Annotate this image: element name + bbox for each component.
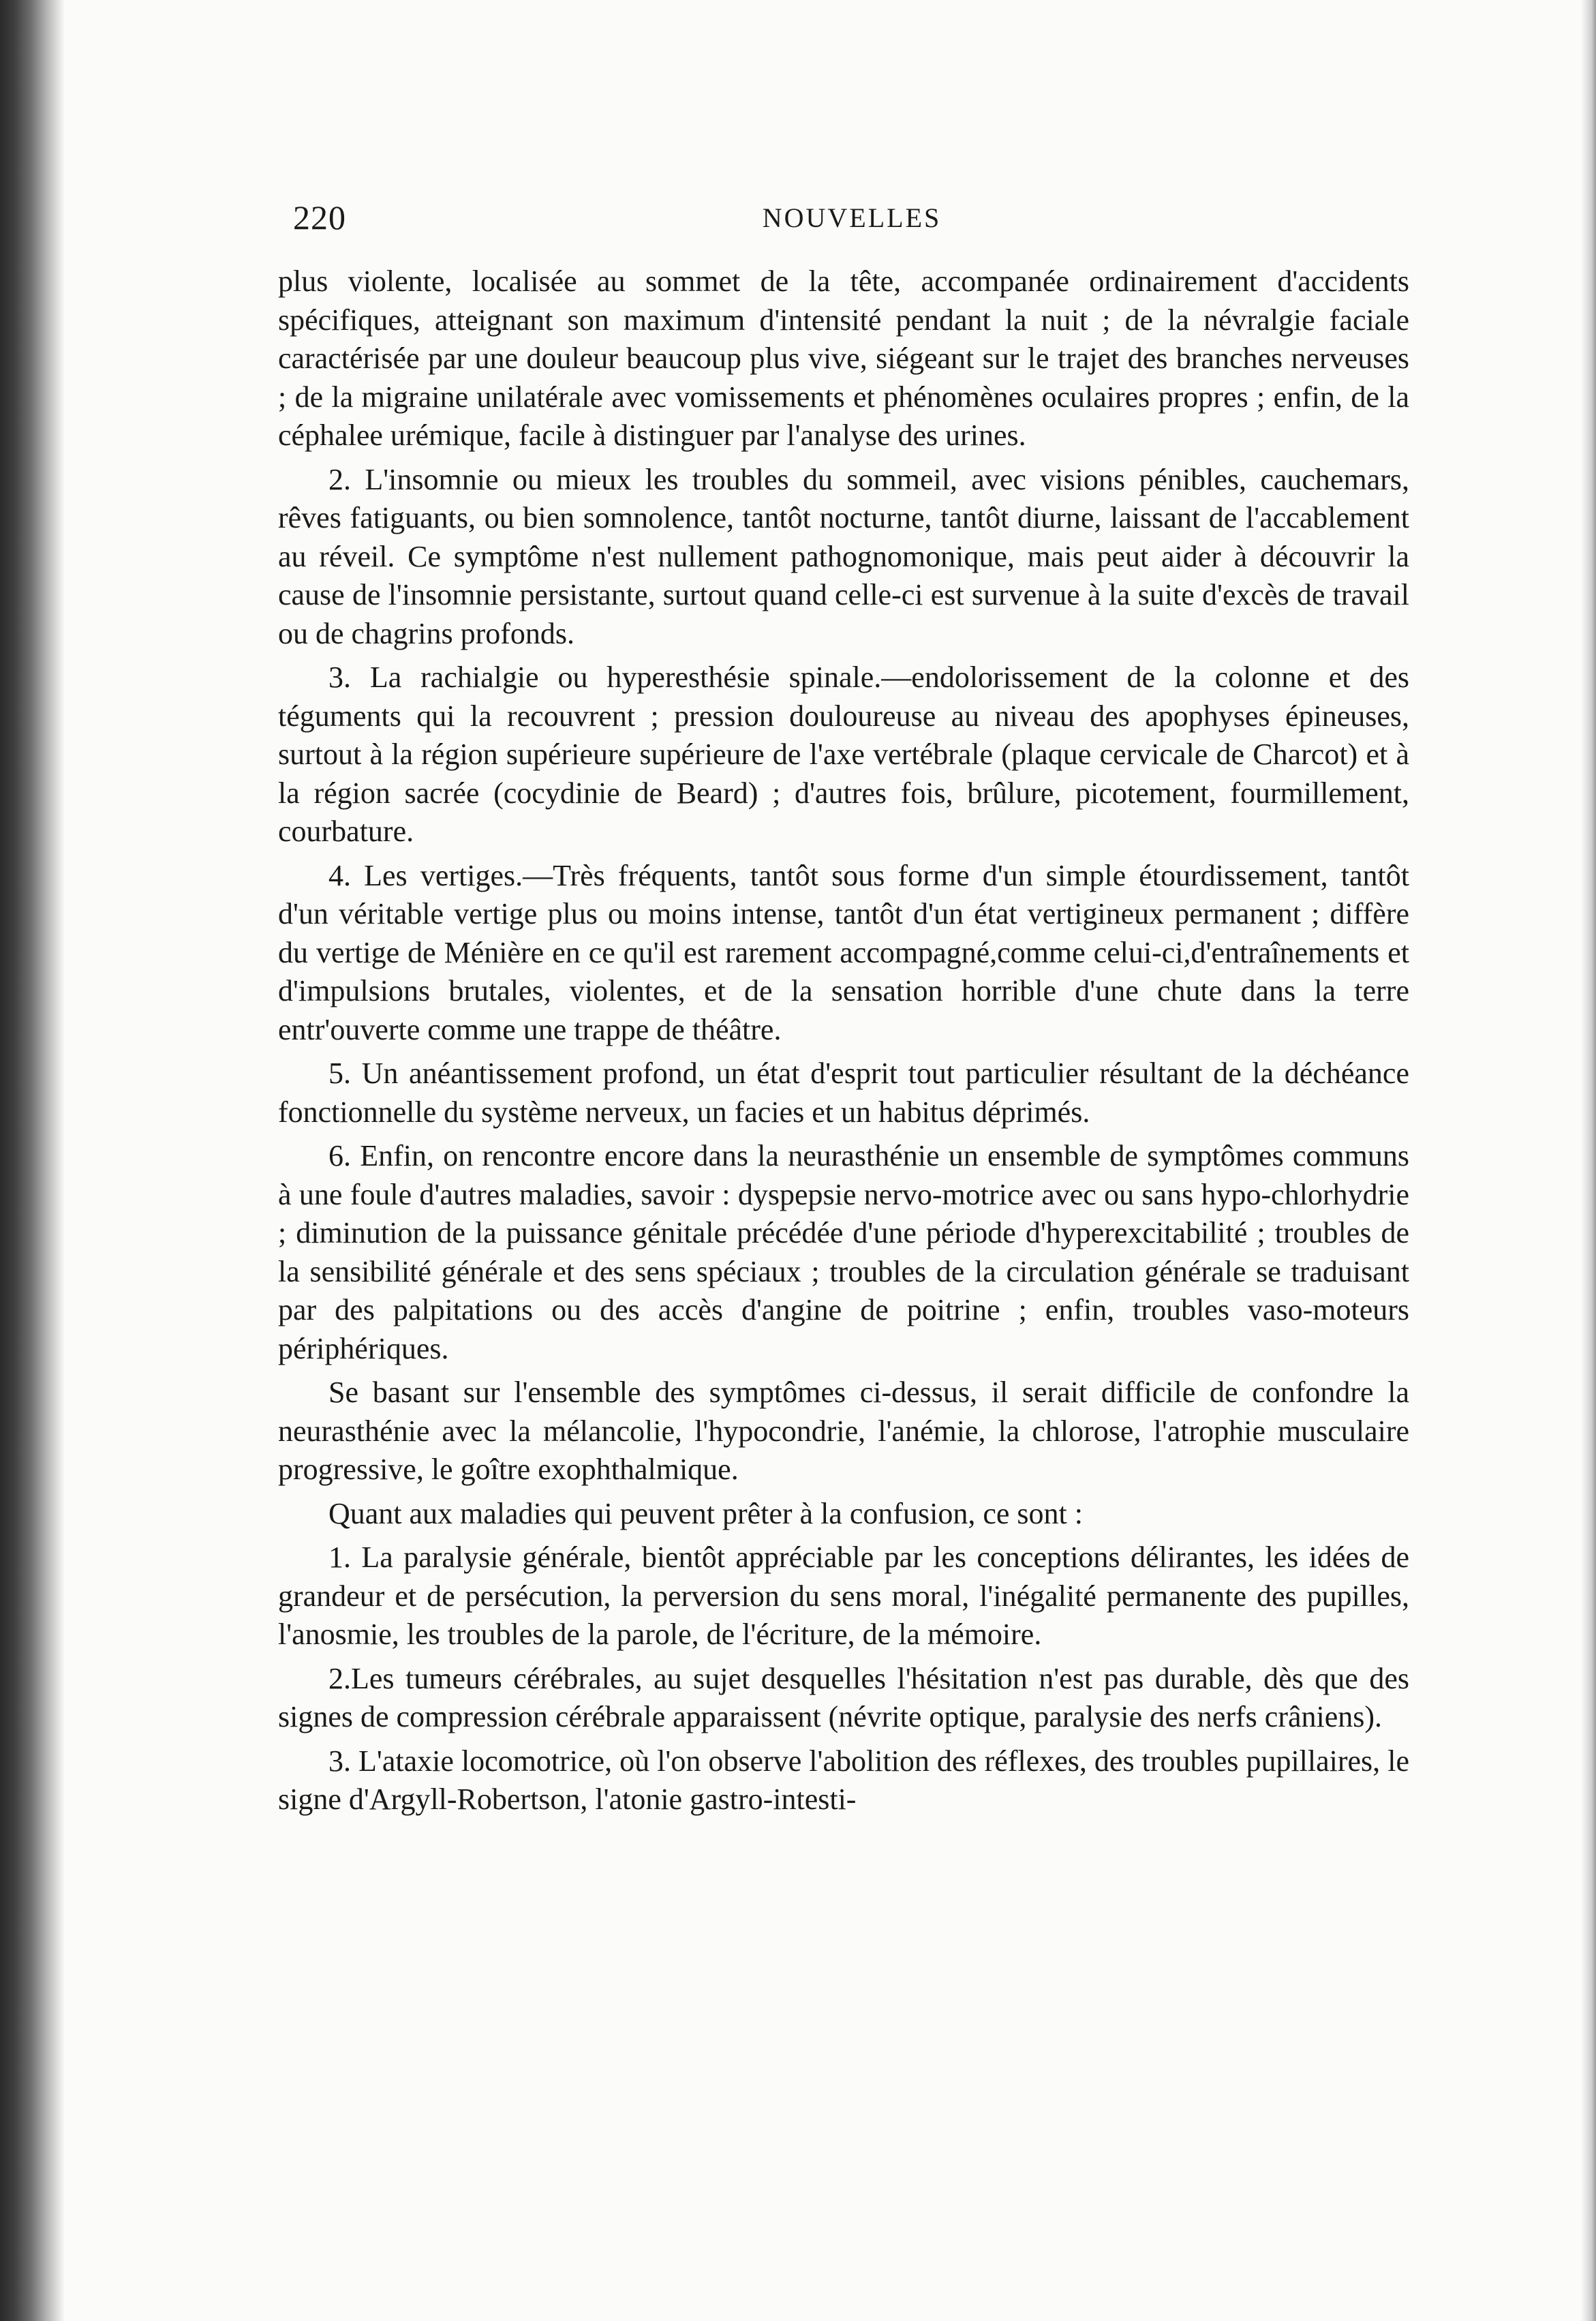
running-title: NOUVELLES: [762, 202, 942, 233]
paragraph: 3. La rachialgie ou hyperesthésie spinale.—endolorissement de la colonne et des téguments qui la recouvrent ; pression douloureuse au niveau des apophyses épineuses, surtout à la région supérieure supérieure de l'axe vertébrale (plaque cervicale de Charcot) et à la région sacrée (cocydinie de Beard) ; d'autres fois, brûlure, picotement, fourmillement, courbature.: [278, 661, 1409, 848]
page-number: 220: [293, 198, 346, 237]
paragraph: plus violente, localisée au sommet de la tête, accompanée ordinairement d'accidents spécifiques, atteignant son maximum d'intensité pendant la nuit ; de la névralgie faciale caractérisée par une douleur beaucoup plus vive, siégeant sur le trajet des branches nerveuses ; de la migraine unilatérale avec vomissements et phénomènes oculaires propres ; enfin, de la céphalee urémique, facile à distinguer par l'analyse des urines.: [278, 264, 1409, 452]
page-binding-shadow: [0, 0, 65, 2321]
paragraph: 2.Les tumeurs cérébrales, au sujet desquelles l'hésitation n'est pas durable, dès que des signes de compression cérébrale apparaissent (névrite optique, paralysie des nerfs crâniens).: [278, 1661, 1409, 1733]
paragraph: 1. La paralysie générale, bientôt appréciable par les conceptions délirantes, les idées de grandeur et de persécution, la perversion du sens moral, l'inégalité permanente des pupilles, l'anosmie, les troubles de la parole, de l'écriture, de la mémoire.: [278, 1541, 1409, 1651]
paragraph: Quant aux maladies qui peuvent prêter à la confusion, ce sont :: [328, 1496, 1083, 1530]
paragraph: 4. Les vertiges.—Très fréquents, tantôt sous forme d'un simple étourdissement, tantôt d'un véritable vertige plus ou moins intense, tantôt d'un état vertigineux permanent ; diffère du vertige de Ménière en ce qu'il est rarement accompagné,comme celui-ci,d'entraînements et d'impulsions brutales, violentes, et de la sensation horrible d'une chute dans la terre entr'ouverte comme une trappe de théâtre.: [278, 858, 1409, 1046]
paragraph: 5. Un anéantissement profond, un état d'esprit tout particulier résultant de la déchéance fonctionnelle du système nerveux, un facies et un habitus déprimés.: [278, 1057, 1409, 1129]
paragraph: 6. Enfin, on rencontre encore dans la neurasthénie un ensemble de symptômes communs à une foule d'autres maladies, savoir : dyspepsie nervo-motrice avec ou sans hypo-chlorhydrie ; diminution de la puissance génitale précédée d'une période d'hyperexcitabilité ; troubles de la sensibilité générale et des sens spéciaux ; troubles de la circulation générale se traduisant par des palpitations ou des accès d'angine de poitrine ; enfin, troubles vaso-moteurs périphériques.: [278, 1139, 1409, 1365]
paragraph: 2. L'insomnie ou mieux les troubles du sommeil, avec visions pénibles, cauchemars, rêves fatiguants, ou bien somnolence, tantôt nocturne, tantôt diurne, laissant de l'accablement au réveil. Ce symptôme n'est nullement pathognomonique, mais peut aider à découvrir la cause de l'insomnie persistante, surtout quand celle-ci est survenue à la suite d'excès de travail ou de chagrins profonds.: [278, 462, 1409, 650]
paragraph: Se basant sur l'ensemble des symptômes ci-dessus, il serait difficile de confondre la neurasthénie avec la mélancolie, l'hypocondrie, l'anémie, la chlorose, l'atrophie musculaire progressive, le goître exophthalmique.: [278, 1376, 1409, 1486]
paragraph: 3. L'ataxie locomotrice, où l'on observe l'abolition des réflexes, des troubles pupillaires, le signe d'Argyll-Robertson, l'atonie gastro-intesti-: [278, 1744, 1409, 1816]
body-text: [278, 262, 1409, 1825]
page-header: [293, 198, 1411, 245]
page-right-edge: [1581, 0, 1596, 2321]
